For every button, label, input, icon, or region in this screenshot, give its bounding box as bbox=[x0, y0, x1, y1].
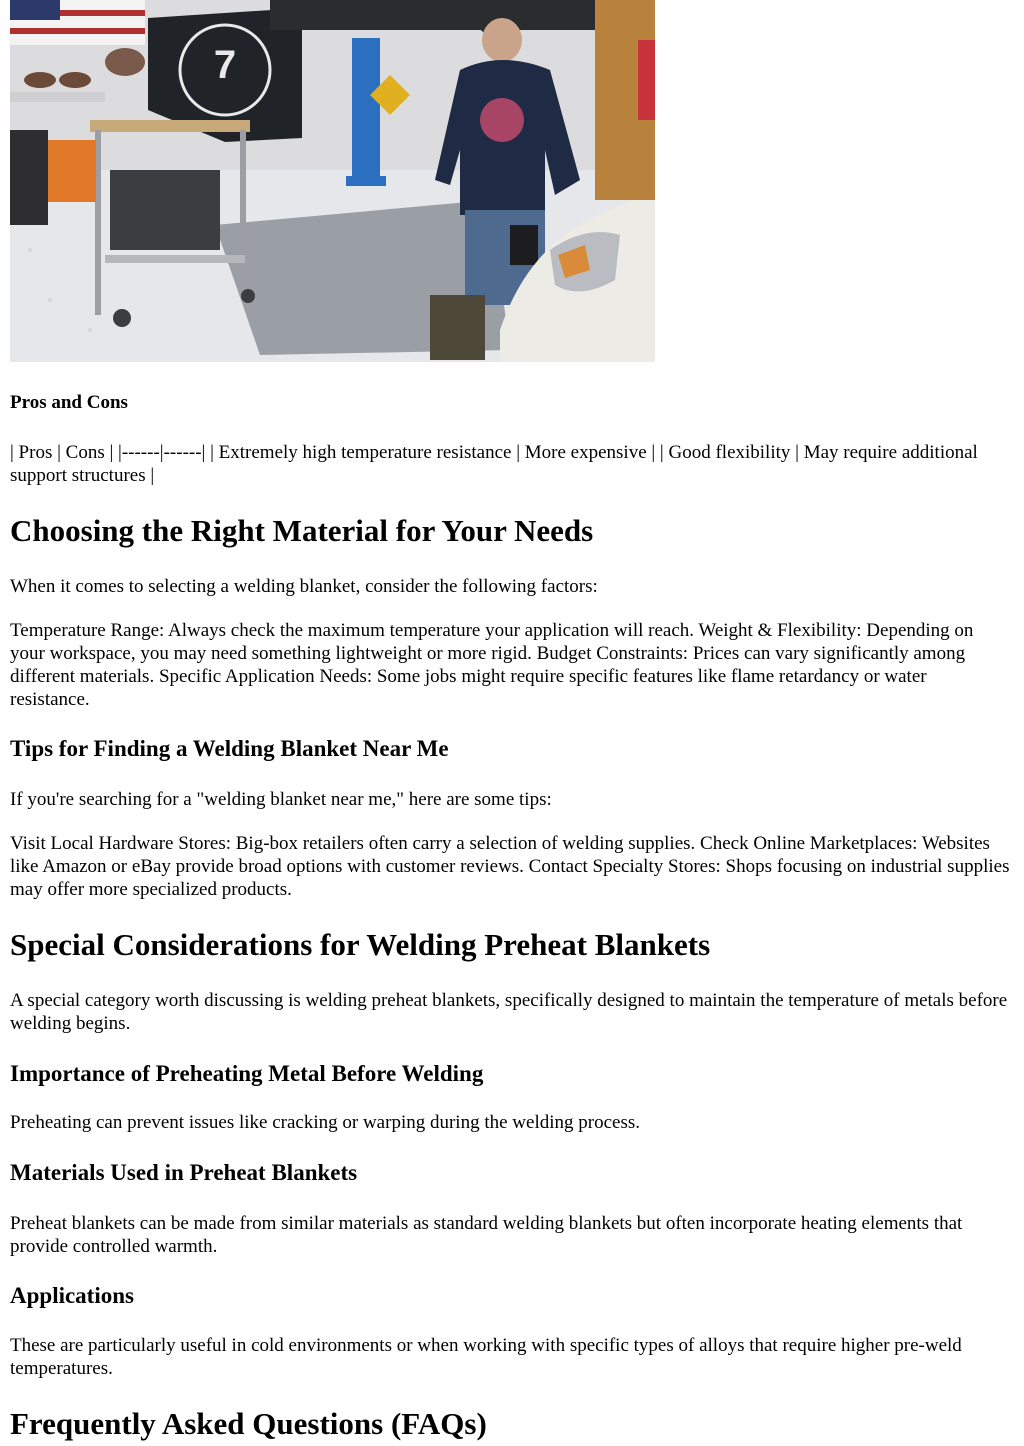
garage-photo bbox=[10, 0, 655, 362]
materials-body: Preheat blankets can be made from similar materials as standard welding blankets but often incorporate heating elements that provide controlled warmth. bbox=[10, 1213, 963, 1257]
article-content bbox=[10, 0, 1010, 1441]
importance-heading: Importance of Preheating Metal Before Welding bbox=[10, 1061, 484, 1086]
tips-intro: If you're searching for a "welding blanket near me," here are some tips: bbox=[10, 789, 552, 810]
applications-heading: Applications bbox=[10, 1283, 134, 1308]
faq-heading: Frequently Asked Questions (FAQs) bbox=[10, 1406, 487, 1441]
preheat-intro: A special category worth discussing is welding preheat blankets, specifically designed to maintain the temperature of metals before welding begins. bbox=[10, 990, 1008, 1034]
svg-text:7: 7 bbox=[213, 43, 237, 87]
importance-body: Preheating can prevent issues like cracking or warping during the welding process. bbox=[10, 1112, 640, 1133]
tips-heading: Tips for Finding a Welding Blanket Near Me bbox=[10, 736, 449, 761]
preheat-heading: Special Considerations for Welding Preheat Blankets bbox=[10, 927, 711, 962]
pros-cons-heading: Pros and Cons bbox=[10, 392, 128, 413]
materials-heading: Materials Used in Preheat Blankets bbox=[10, 1160, 358, 1185]
choosing-heading: Choosing the Right Material for Your Needs bbox=[10, 513, 594, 548]
choosing-body: Temperature Range: Always check the maximum temperature your application will reach. Weight & Flexibility: Depending on your workspace, you may need something lightweight or more rigid. Budget Constraints: Prices can vary significantly among different materials. Specific Application Needs: Some jobs might require specific features like flame retardancy or water resistance. bbox=[10, 620, 974, 710]
pros-cons-table-text: | Pros | Cons | |------|------| | Extremely high temperature resistance | More expensive | | Good flexibility | May require additional support structures | bbox=[10, 442, 978, 486]
tips-body: Visit Local Hardware Stores: Big-box retailers often carry a selection of welding supplies. Check Online Marketplaces: Websites like Amazon or eBay provide broad options with customer reviews. Contact Specialty Stores: Shops focusing on industrial supplies may offer more specialized products. bbox=[10, 833, 1010, 900]
choosing-intro: When it comes to selecting a welding blanket, consider the following factors: bbox=[10, 576, 598, 597]
applications-body: These are particularly useful in cold environments or when working with specific types of alloys that require higher pre-weld temperatures. bbox=[10, 1335, 962, 1379]
